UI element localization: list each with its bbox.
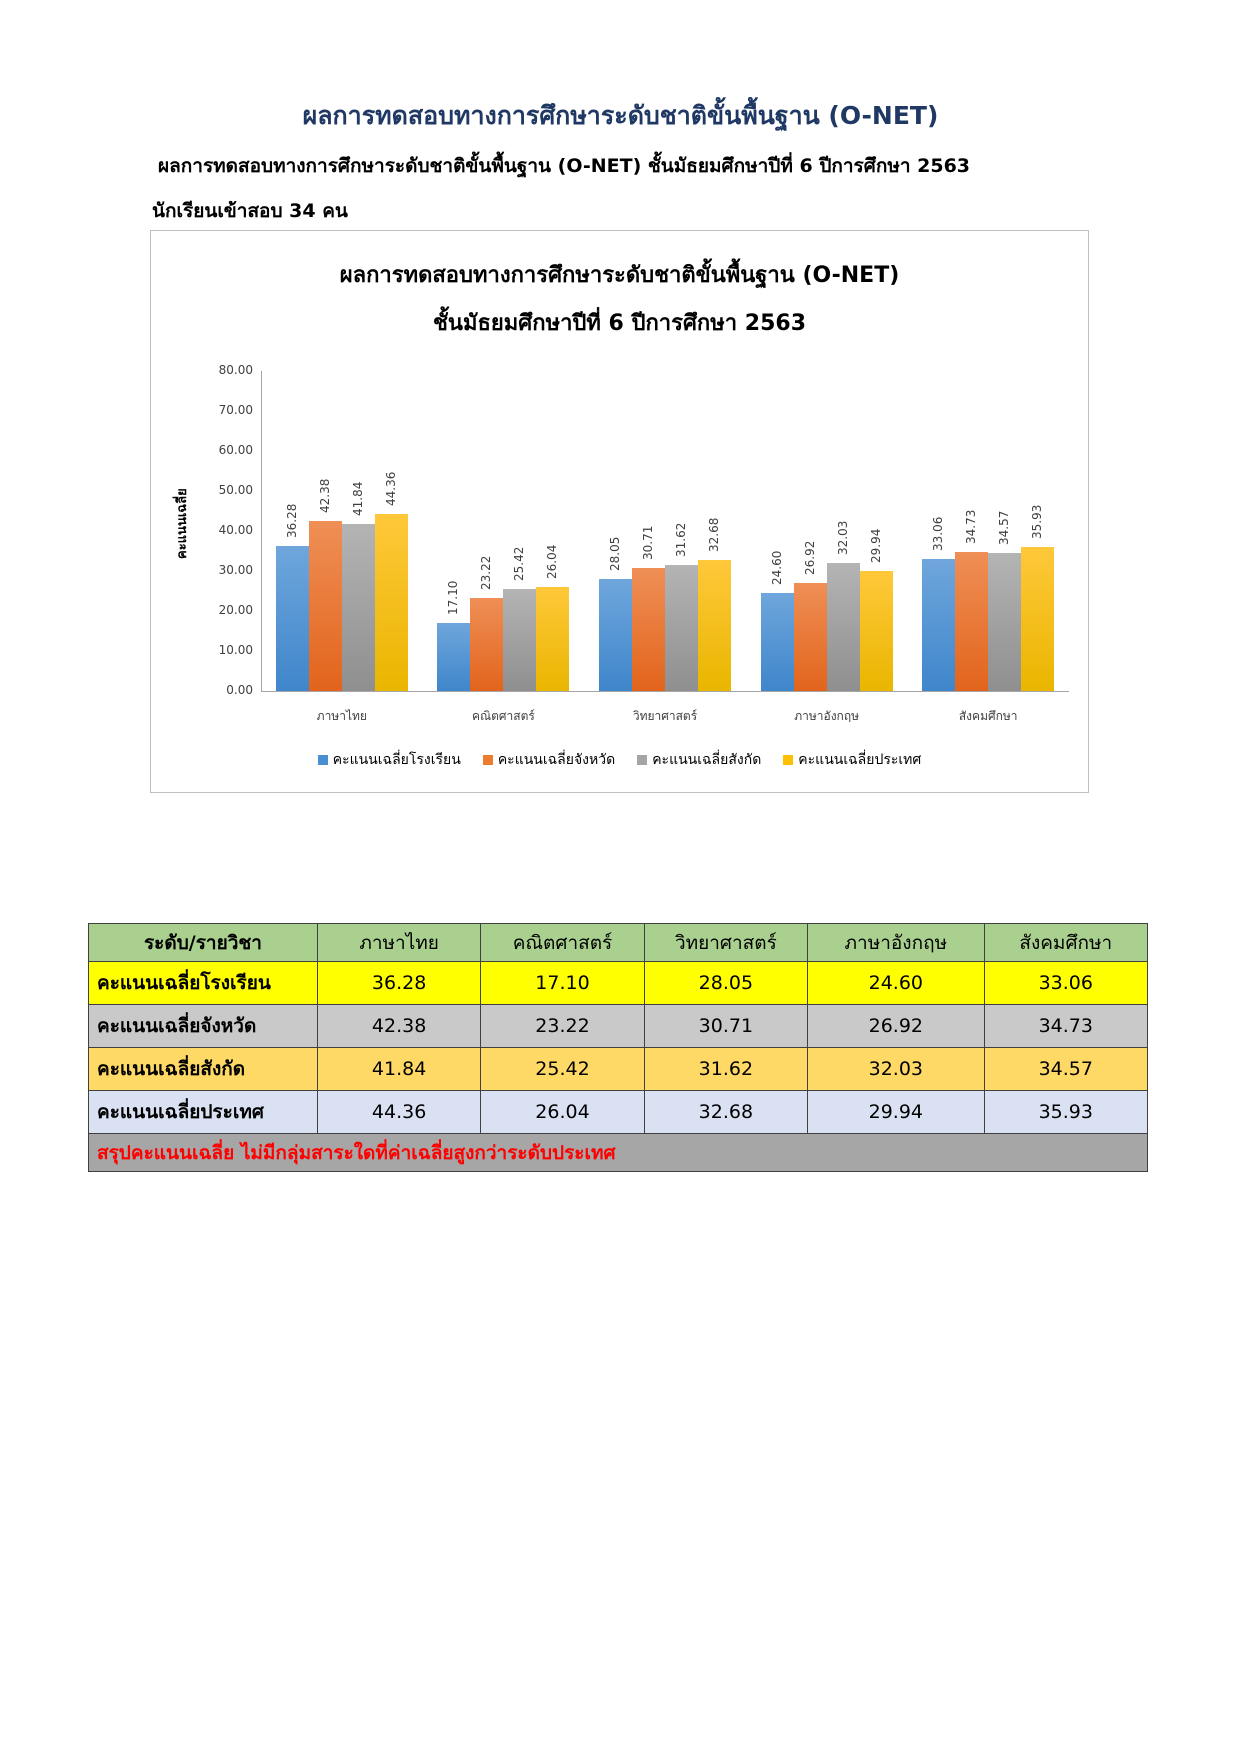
score-cell: 32.68	[644, 1091, 807, 1134]
legend-label: คะแนนเฉลี่ยจังหวัด	[497, 752, 616, 768]
bar	[470, 598, 503, 691]
score-cell: 44.36	[317, 1091, 480, 1134]
legend-swatch-icon	[483, 755, 493, 765]
table-row	[89, 962, 1148, 1005]
table-header-subject: สังคมศึกษา	[984, 924, 1147, 962]
bar	[827, 563, 860, 691]
score-cell: 34.73	[984, 1005, 1147, 1048]
y-tick-label: 10.00	[218, 643, 253, 657]
scores-table	[88, 923, 1148, 1172]
summary-row	[89, 1134, 1148, 1172]
table-header-subject: คณิตศาสตร์	[481, 924, 644, 962]
x-category-label: ภาษาอังกฤษ	[794, 709, 859, 723]
bar	[309, 521, 342, 691]
bar-value-label: 17.10	[446, 580, 461, 615]
bar-value-label: 26.92	[802, 540, 817, 576]
bar-value-label: 23.22	[479, 555, 494, 591]
score-cell: 32.03	[808, 1048, 985, 1091]
bar	[276, 546, 309, 691]
student-count: นักเรียนเข้าสอบ 34 คน	[152, 200, 348, 222]
score-cell: 23.22	[481, 1005, 644, 1048]
y-tick-label: 50.00	[218, 483, 253, 497]
bar	[1021, 547, 1054, 691]
bar-value-label: 31.62	[674, 522, 688, 557]
x-category-label: วิทยาศาสตร์	[632, 709, 698, 723]
bar-value-label: 36.28	[284, 503, 299, 538]
summary-text: สรุปคะแนนเฉลี่ย ไม่มีกลุ่มสาระใดที่ค่าเฉลี่ยสูงกว่าระดับประเทศ	[89, 1134, 1148, 1172]
bar-value-label: 25.42	[512, 546, 527, 582]
table-header-subject: วิทยาศาสตร์	[644, 924, 807, 962]
y-tick-label: 0.00	[226, 683, 253, 697]
bar	[536, 587, 569, 691]
document-title: ผลการทดสอบทางการศึกษาระดับชาติขั้นพื้นฐาน (O-NET)	[302, 101, 939, 130]
row-label: คะแนนเฉลี่ยโรงเรียน	[89, 962, 318, 1005]
bar-value-label: 30.71	[641, 525, 655, 561]
bar-value-label: 26.04	[545, 544, 560, 579]
score-cell: 26.92	[808, 1005, 985, 1048]
row-label: คะแนนเฉลี่ยประเทศ	[89, 1091, 318, 1134]
bar-chart	[150, 230, 1089, 793]
score-cell: 31.62	[644, 1048, 807, 1091]
bar-value-label: 34.73	[964, 509, 979, 545]
score-cell: 17.10	[481, 962, 644, 1005]
table-row	[89, 1005, 1148, 1048]
y-tick-label: 40.00	[218, 523, 253, 537]
score-cell: 26.04	[481, 1091, 644, 1134]
table-row	[89, 1048, 1148, 1091]
bar-value-label: 41.84	[350, 481, 365, 516]
row-label: คะแนนเฉลี่ยจังหวัด	[89, 1005, 318, 1048]
chart-legend	[151, 749, 1088, 771]
bar	[632, 568, 665, 691]
score-cell: 36.28	[317, 962, 480, 1005]
legend-item	[483, 749, 615, 771]
bar-value-label: 29.94	[868, 528, 883, 564]
bar-value-label: 34.57	[997, 510, 1012, 545]
bar	[599, 579, 632, 691]
bar	[988, 553, 1021, 691]
legend-swatch-icon	[783, 755, 793, 765]
table-header-subject: ภาษาอังกฤษ	[808, 924, 985, 962]
table-header-level: ระดับ/รายวิชา	[89, 924, 318, 962]
bar-value-label: 42.38	[317, 479, 332, 514]
score-cell: 41.84	[317, 1048, 480, 1091]
score-cell: 29.94	[808, 1091, 985, 1134]
bar	[794, 583, 827, 691]
score-cell: 30.71	[644, 1005, 807, 1048]
plot-area	[261, 371, 1069, 691]
legend-label: คะแนนเฉลี่ยประเทศ	[798, 752, 922, 768]
table-header-row	[89, 924, 1148, 962]
document-subtitle: ผลการทดสอบทางการศึกษาระดับชาติขั้นพื้นฐาน (O-NET) ชั้นมัธยมศึกษาปีที่ 6 ปีการศึกษา 2563	[158, 155, 971, 177]
bar	[698, 560, 731, 691]
table-row	[89, 1091, 1148, 1134]
bar-value-label: 35.93	[1030, 504, 1045, 540]
bar-value-label: 24.60	[769, 550, 784, 585]
legend-item	[318, 749, 461, 771]
chart-subtitle: ชั้นมัธยมศึกษาปีที่ 6 ปีการศึกษา 2563	[432, 311, 806, 336]
bar	[761, 593, 794, 691]
score-cell: 28.05	[644, 962, 807, 1005]
y-tick-label: 60.00	[218, 443, 253, 457]
bar	[503, 589, 536, 691]
legend-swatch-icon	[637, 755, 647, 765]
bar	[665, 565, 698, 691]
score-cell: 33.06	[984, 962, 1147, 1005]
bar	[860, 571, 893, 691]
y-tick-label: 30.00	[218, 563, 253, 577]
score-cell: 25.42	[481, 1048, 644, 1091]
score-cell: 42.38	[317, 1005, 480, 1048]
score-cell: 24.60	[808, 962, 985, 1005]
y-tick-label: 80.00	[218, 363, 253, 377]
bar	[375, 514, 408, 691]
y-axis-label: คะแนนเฉลี่ย	[175, 488, 190, 559]
chart-title: ผลการทดสอบทางการศึกษาระดับชาติขั้นพื้นฐาน (O-NET)	[339, 263, 900, 288]
bar-value-label: 28.05	[608, 536, 622, 571]
y-tick-label: 20.00	[218, 603, 253, 617]
bar-value-label: 32.03	[835, 520, 850, 555]
x-category-label: ภาษาไทย	[316, 709, 367, 723]
bar-value-label: 32.68	[707, 517, 721, 553]
x-category-label: คณิตศาสตร์	[471, 709, 535, 723]
legend-label: คะแนนเฉลี่ยโรงเรียน	[332, 752, 461, 768]
row-label: คะแนนเฉลี่ยสังกัด	[89, 1048, 318, 1091]
bar	[922, 559, 955, 691]
bar	[342, 524, 375, 691]
legend-item	[783, 749, 921, 771]
score-cell: 35.93	[984, 1091, 1147, 1134]
y-axis	[261, 371, 262, 691]
score-cell: 34.57	[984, 1048, 1147, 1091]
y-tick-label: 70.00	[218, 403, 253, 417]
table-header-subject: ภาษาไทย	[317, 924, 480, 962]
legend-swatch-icon	[318, 755, 328, 765]
bar	[955, 552, 988, 691]
legend-item	[637, 749, 761, 771]
bar	[437, 623, 470, 691]
legend-label: คะแนนเฉลี่ยสังกัด	[652, 752, 762, 768]
bar-value-label: 44.36	[383, 471, 398, 506]
x-category-label: สังคมศึกษา	[958, 709, 1018, 723]
bar-value-label: 33.06	[931, 516, 946, 551]
x-axis	[261, 691, 1069, 692]
